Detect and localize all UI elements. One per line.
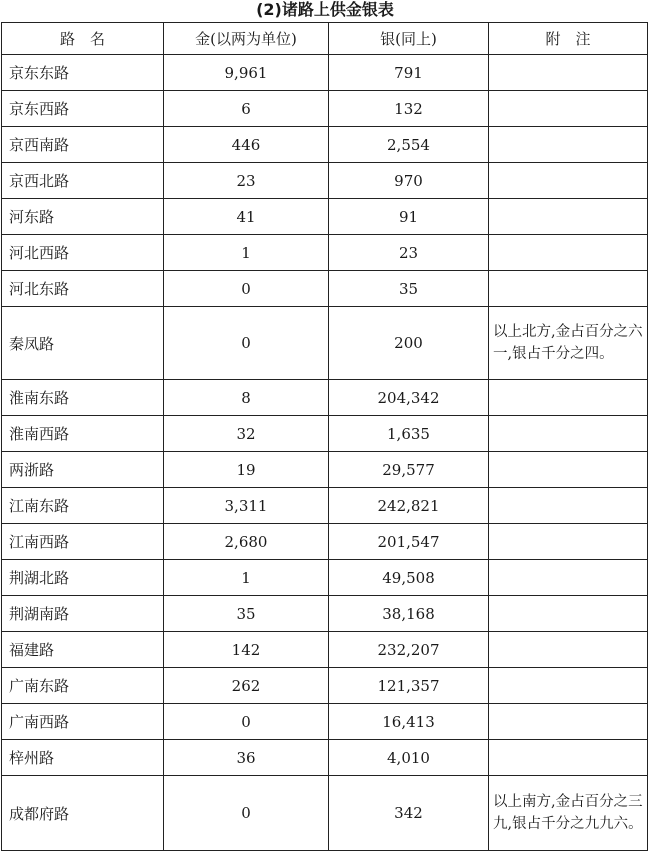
gold-cell: 8 bbox=[164, 380, 329, 416]
note-cell bbox=[489, 55, 648, 91]
note-cell bbox=[489, 416, 648, 452]
gold-cell: 2,680 bbox=[164, 524, 329, 560]
header-note: 附 注 bbox=[489, 23, 648, 55]
note-cell: 以上北方,金占百分之六一,银占千分之四。 bbox=[489, 307, 648, 380]
header-silver: 银(同上) bbox=[329, 23, 489, 55]
route-cell: 江南东路 bbox=[2, 488, 164, 524]
route-cell: 河东路 bbox=[2, 199, 164, 235]
note-cell bbox=[489, 632, 648, 668]
route-cell: 梓州路 bbox=[2, 740, 164, 776]
table-row bbox=[2, 163, 648, 199]
route-cell: 成都府路 bbox=[2, 776, 164, 851]
silver-cell: 4,010 bbox=[329, 740, 489, 776]
silver-cell: 232,207 bbox=[329, 632, 489, 668]
silver-cell: 342 bbox=[329, 776, 489, 851]
silver-cell: 201,547 bbox=[329, 524, 489, 560]
route-cell: 广南西路 bbox=[2, 704, 164, 740]
silver-cell: 29,577 bbox=[329, 452, 489, 488]
table-row bbox=[2, 668, 648, 704]
table-row bbox=[2, 416, 648, 452]
silver-cell: 1,635 bbox=[329, 416, 489, 452]
header-route: 路 名 bbox=[2, 23, 164, 55]
note-cell bbox=[489, 668, 648, 704]
silver-cell: 49,508 bbox=[329, 560, 489, 596]
gold-cell: 1 bbox=[164, 560, 329, 596]
note-cell bbox=[489, 235, 648, 271]
table-row bbox=[2, 55, 648, 91]
note-cell bbox=[489, 91, 648, 127]
gold-cell: 1 bbox=[164, 235, 329, 271]
table-row bbox=[2, 488, 648, 524]
route-cell: 两浙路 bbox=[2, 452, 164, 488]
gold-cell: 0 bbox=[164, 704, 329, 740]
note-cell bbox=[489, 452, 648, 488]
gold-cell: 0 bbox=[164, 271, 329, 307]
note-cell bbox=[489, 127, 648, 163]
route-cell: 河北东路 bbox=[2, 271, 164, 307]
route-cell: 江南西路 bbox=[2, 524, 164, 560]
silver-cell: 204,342 bbox=[329, 380, 489, 416]
route-cell: 京东西路 bbox=[2, 91, 164, 127]
silver-cell: 35 bbox=[329, 271, 489, 307]
route-cell: 荆湖南路 bbox=[2, 596, 164, 632]
route-cell: 广南东路 bbox=[2, 668, 164, 704]
silver-cell: 91 bbox=[329, 199, 489, 235]
silver-cell: 38,168 bbox=[329, 596, 489, 632]
gold-cell: 36 bbox=[164, 740, 329, 776]
silver-cell: 791 bbox=[329, 55, 489, 91]
gold-cell: 6 bbox=[164, 91, 329, 127]
note-cell bbox=[489, 596, 648, 632]
silver-cell: 200 bbox=[329, 307, 489, 380]
silver-cell: 2,554 bbox=[329, 127, 489, 163]
silver-cell: 132 bbox=[329, 91, 489, 127]
note-cell bbox=[489, 740, 648, 776]
silver-cell: 16,413 bbox=[329, 704, 489, 740]
gold-cell: 3,311 bbox=[164, 488, 329, 524]
table-row bbox=[2, 307, 648, 380]
note-cell bbox=[489, 524, 648, 560]
route-cell: 河北西路 bbox=[2, 235, 164, 271]
gold-cell: 446 bbox=[164, 127, 329, 163]
gold-cell: 262 bbox=[164, 668, 329, 704]
table-row bbox=[2, 127, 648, 163]
route-cell: 淮南东路 bbox=[2, 380, 164, 416]
gold-cell: 35 bbox=[164, 596, 329, 632]
note-cell bbox=[489, 271, 648, 307]
gold-cell: 0 bbox=[164, 776, 329, 851]
note-cell bbox=[489, 704, 648, 740]
route-cell: 荆湖北路 bbox=[2, 560, 164, 596]
gold-silver-table bbox=[1, 22, 648, 851]
silver-cell: 121,357 bbox=[329, 668, 489, 704]
route-cell: 京东东路 bbox=[2, 55, 164, 91]
gold-cell: 32 bbox=[164, 416, 329, 452]
note-cell bbox=[489, 488, 648, 524]
table-row bbox=[2, 560, 648, 596]
note-cell bbox=[489, 560, 648, 596]
table-row bbox=[2, 596, 648, 632]
table-row bbox=[2, 91, 648, 127]
note-cell bbox=[489, 199, 648, 235]
note-cell: 以上南方,金占百分之三九,银占千分之九九六。 bbox=[489, 776, 648, 851]
table-row bbox=[2, 740, 648, 776]
table-row bbox=[2, 380, 648, 416]
table-row bbox=[2, 704, 648, 740]
table-row bbox=[2, 235, 648, 271]
silver-cell: 23 bbox=[329, 235, 489, 271]
gold-cell: 23 bbox=[164, 163, 329, 199]
table-row bbox=[2, 199, 648, 235]
table-row bbox=[2, 632, 648, 668]
route-cell: 福建路 bbox=[2, 632, 164, 668]
silver-cell: 970 bbox=[329, 163, 489, 199]
table-title: (2)诸路上供金银表 bbox=[256, 0, 394, 19]
gold-cell: 0 bbox=[164, 307, 329, 380]
table-row bbox=[2, 271, 648, 307]
gold-cell: 41 bbox=[164, 199, 329, 235]
route-cell: 京西南路 bbox=[2, 127, 164, 163]
route-cell: 京西北路 bbox=[2, 163, 164, 199]
header-gold: 金(以两为单位) bbox=[164, 23, 329, 55]
note-cell bbox=[489, 380, 648, 416]
silver-cell: 242,821 bbox=[329, 488, 489, 524]
note-cell bbox=[489, 163, 648, 199]
table-row bbox=[2, 776, 648, 851]
header-row bbox=[2, 23, 648, 55]
table-row bbox=[2, 524, 648, 560]
route-cell: 秦凤路 bbox=[2, 307, 164, 380]
gold-cell: 142 bbox=[164, 632, 329, 668]
route-cell: 淮南西路 bbox=[2, 416, 164, 452]
gold-cell: 19 bbox=[164, 452, 329, 488]
table-row bbox=[2, 452, 648, 488]
gold-cell: 9,961 bbox=[164, 55, 329, 91]
